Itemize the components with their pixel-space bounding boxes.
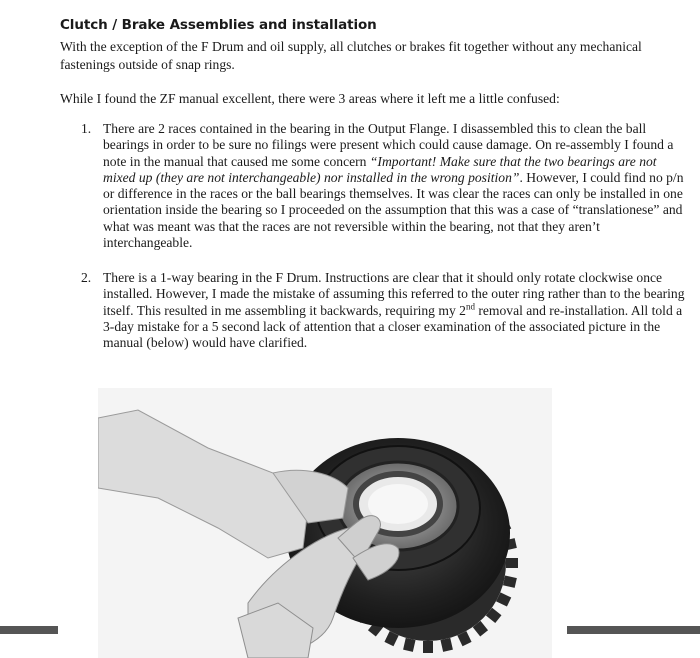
list-item — [81, 121, 691, 251]
list-item-text-part: There are 2 races contained in the bearing in the Output Flange. I disassembled this to clean the ball bearings in order to be sure no filings were present which could cause damage. On re-assembly I found a note in the manual that caused me some concern — [103, 121, 674, 169]
list-item-quote: “Important! Make sure that the two bearings are not mixed up (they are not interchangeable) nor installed in the wrong position” — [103, 153, 657, 185]
list-item-number: 1. — [81, 121, 92, 136]
footer-rule-left — [0, 626, 58, 634]
list-item-text-part: removal and re-installation. All told a 3-day mistake for a 5 second lack of attention that a closer examination of the associated picture in the manual (below) would have clarified. — [103, 302, 683, 351]
section-heading: Clutch / Brake Assemblies and installation — [60, 17, 377, 33]
confusion-paragraph: While I found the ZF manual excellent, there were 3 areas where it left me a little confused: — [60, 91, 560, 106]
gear-drum-illustration — [98, 388, 552, 658]
list-item-text — [103, 270, 691, 351]
list-item-text — [103, 121, 691, 251]
intro-paragraph: With the exception of the F Drum and oil supply, all clutches or brakes fit together without any mechanical fastenings outside of snap rings. — [60, 39, 642, 72]
gear-tooth — [423, 641, 433, 653]
gear-tooth — [506, 558, 518, 568]
list-item-text-part: There is a 1-way bearing in the F Drum. Instructions are clear that it should only rotate clockwise once installed. However, I made the mistake of assuming this referred to the outer ring rather than to the bearing itself. This resulted in me assembling it backwards, requiring my 2 — [103, 270, 685, 318]
ordinal-superscript: nd — [465, 301, 475, 312]
list-item-text-part: . However, I could find no p/n or difference in the races or the ball bearings themselves. It was clear the races can only be installed in one orientation inside the bearing so I proceeded on the assumption that this was a case of “translationese” and what was meant was that the races are not reversible within the bearing, not that they aren’t interchangeable. — [103, 169, 684, 251]
list-item — [81, 270, 691, 351]
footer-rule-right — [567, 626, 700, 634]
photo-hands-holding-gear-drum — [98, 388, 552, 658]
list-item-number: 2. — [81, 270, 92, 285]
